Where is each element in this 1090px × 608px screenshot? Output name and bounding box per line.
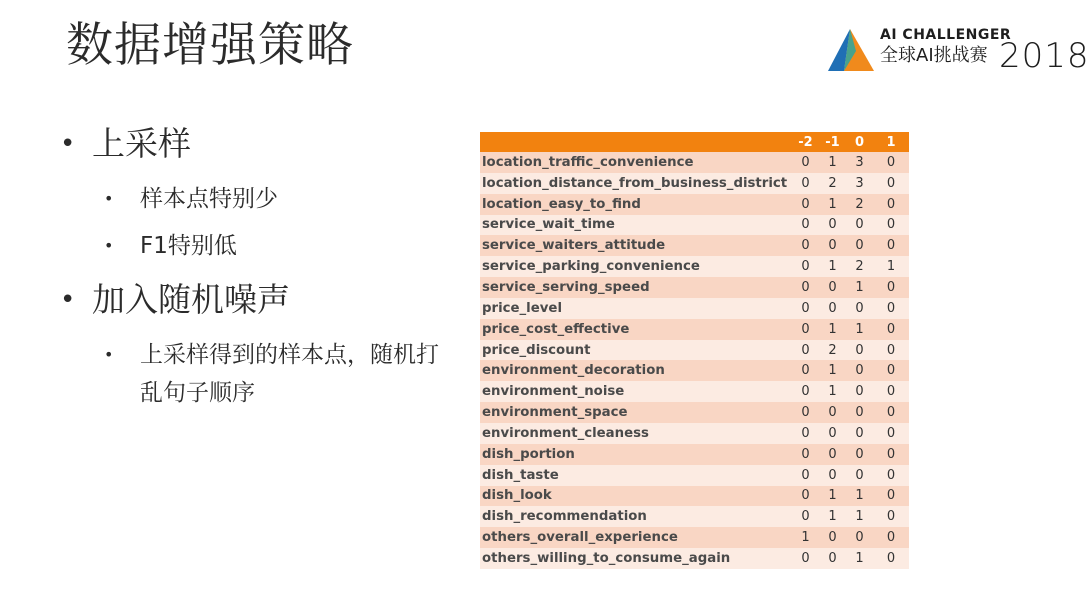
row-value-cell: 0: [873, 402, 909, 423]
table-row: [480, 277, 909, 298]
row-value-cell: 0: [846, 423, 873, 444]
row-value-cell: 0: [846, 444, 873, 465]
row-value-cell: 0: [792, 194, 819, 215]
row-value-cell: 0: [873, 381, 909, 402]
bullet-random-noise: • 加入随机噪声: [60, 280, 290, 319]
logo-subtitle-text: 全球AI挑战赛: [880, 45, 988, 66]
row-value-cell: 3: [846, 152, 873, 173]
row-value-cell: 0: [846, 215, 873, 236]
row-value-cell: 1: [819, 319, 846, 340]
row-value-cell: 0: [792, 506, 819, 527]
row-label: dish_taste: [480, 465, 792, 486]
sub-bullet-few-samples: • 样本点特别少: [104, 180, 440, 218]
table-row: [480, 465, 909, 486]
row-value-cell: 0: [873, 486, 909, 507]
table-row: [480, 215, 909, 236]
table-row: [480, 402, 909, 423]
row-value-cell: 2: [846, 256, 873, 277]
row-value-cell: 2: [846, 194, 873, 215]
row-value-cell: 1: [846, 506, 873, 527]
row-value-cell: 0: [873, 152, 909, 173]
ai-challenger-logo: [826, 25, 1090, 76]
table-row: [480, 506, 909, 527]
row-label: service_parking_convenience: [480, 256, 792, 277]
row-value-cell: 0: [792, 173, 819, 194]
row-value-cell: 1: [819, 360, 846, 381]
bullet-text: 加入随机噪声: [92, 280, 290, 319]
row-value-cell: 0: [819, 548, 846, 569]
row-value-cell: 0: [792, 340, 819, 361]
row-value-cell: 0: [792, 402, 819, 423]
table-row: [480, 486, 909, 507]
row-value-cell: 1: [846, 486, 873, 507]
table-row: [480, 256, 909, 277]
table-header-row: [480, 132, 909, 152]
table-row: [480, 444, 909, 465]
row-value-cell: 2: [819, 173, 846, 194]
row-value-cell: 3: [846, 173, 873, 194]
table-header-cell: [480, 132, 792, 152]
row-label: service_wait_time: [480, 215, 792, 236]
row-value-cell: 0: [873, 423, 909, 444]
row-value-cell: 1: [819, 506, 846, 527]
triangle-logo-icon: [826, 27, 876, 73]
row-value-cell: 0: [873, 298, 909, 319]
table-row: [480, 319, 909, 340]
row-value-cell: 0: [873, 235, 909, 256]
row-value-cell: 0: [873, 465, 909, 486]
table-header-cell: 1: [873, 132, 909, 152]
sub-bullet-text: 样本点特别少: [140, 186, 278, 212]
table-row: [480, 527, 909, 548]
row-value-cell: 0: [873, 319, 909, 340]
row-label: others_overall_experience: [480, 527, 792, 548]
row-label: dish_portion: [480, 444, 792, 465]
row-value-cell: 0: [792, 319, 819, 340]
row-value-cell: 0: [792, 548, 819, 569]
table-row: [480, 152, 909, 173]
row-label: others_willing_to_consume_again: [480, 548, 792, 569]
sub-bullet-low-f1: • F1特别低: [104, 227, 440, 265]
row-value-cell: 0: [792, 235, 819, 256]
row-value-cell: 0: [873, 548, 909, 569]
row-value-cell: 0: [792, 486, 819, 507]
row-label: price_discount: [480, 340, 792, 361]
row-value-cell: 1: [819, 152, 846, 173]
row-value-cell: 0: [873, 360, 909, 381]
table-header-cell: -2: [792, 132, 819, 152]
table-row: [480, 298, 909, 319]
row-label: dish_recommendation: [480, 506, 792, 527]
row-label: service_waiters_attitude: [480, 235, 792, 256]
row-label: price_level: [480, 298, 792, 319]
row-value-cell: 0: [792, 423, 819, 444]
row-value-cell: 1: [819, 381, 846, 402]
row-value-cell: 0: [819, 465, 846, 486]
row-value-cell: 0: [792, 277, 819, 298]
bullet-text: 上采样: [92, 124, 191, 163]
row-value-cell: 1: [846, 319, 873, 340]
row-value-cell: 1: [846, 277, 873, 298]
row-value-cell: 0: [873, 340, 909, 361]
row-value-cell: 0: [846, 402, 873, 423]
row-value-cell: 1: [819, 486, 846, 507]
row-label: dish_look: [480, 486, 792, 507]
bullet-upsampling: • 上采样: [60, 124, 191, 163]
label-distribution-table: [480, 132, 909, 569]
row-label: location_easy_to_find: [480, 194, 792, 215]
table-row: [480, 423, 909, 444]
row-label: location_distance_from_business_district: [480, 173, 792, 194]
row-value-cell: 0: [873, 194, 909, 215]
table-row: [480, 340, 909, 361]
row-value-cell: 0: [873, 173, 909, 194]
sub-bullet-text: F1特别低: [140, 233, 237, 259]
row-value-cell: 0: [819, 277, 846, 298]
row-value-cell: 0: [846, 298, 873, 319]
row-value-cell: 0: [846, 360, 873, 381]
row-value-cell: 0: [792, 465, 819, 486]
row-value-cell: 1: [792, 527, 819, 548]
row-value-cell: 0: [792, 152, 819, 173]
table-header-cell: -1: [819, 132, 846, 152]
table-header-cell: 0: [846, 132, 873, 152]
row-label: environment_space: [480, 402, 792, 423]
row-value-cell: 0: [846, 235, 873, 256]
logo-brand-text: AI CHALLENGER: [880, 27, 1012, 43]
row-value-cell: 0: [792, 360, 819, 381]
row-label: environment_cleaness: [480, 423, 792, 444]
table-row: [480, 194, 909, 215]
row-label: service_serving_speed: [480, 277, 792, 298]
table-body: [480, 152, 909, 569]
row-value-cell: 0: [846, 465, 873, 486]
row-value-cell: 0: [819, 423, 846, 444]
row-value-cell: 2: [819, 340, 846, 361]
row-value-cell: 0: [873, 277, 909, 298]
sub-bullet-text: 上采样得到的样本点，随机打乱句子顺序: [140, 342, 439, 406]
row-value-cell: 0: [792, 215, 819, 236]
row-label: environment_noise: [480, 381, 792, 402]
row-label: price_cost_effective: [480, 319, 792, 340]
row-value-cell: 0: [819, 527, 846, 548]
logo-year-text: 2018: [999, 36, 1090, 76]
slide-title: 数据增强策略: [66, 18, 354, 73]
row-value-cell: 0: [873, 527, 909, 548]
row-label: location_traffic_convenience: [480, 152, 792, 173]
sub-bullet-shuffle: • 上采样得到的样本点，随机打乱句子顺序: [104, 336, 440, 412]
table-row: [480, 235, 909, 256]
row-value-cell: 0: [846, 340, 873, 361]
row-value-cell: 1: [846, 548, 873, 569]
row-value-cell: 0: [846, 527, 873, 548]
row-value-cell: 0: [792, 256, 819, 277]
row-value-cell: 0: [846, 381, 873, 402]
row-value-cell: 0: [819, 444, 846, 465]
table-row: [480, 173, 909, 194]
row-value-cell: 0: [873, 506, 909, 527]
table-row: [480, 360, 909, 381]
row-value-cell: 1: [819, 256, 846, 277]
table-row: [480, 548, 909, 569]
row-value-cell: 0: [873, 444, 909, 465]
row-value-cell: 1: [819, 194, 846, 215]
table-row: [480, 381, 909, 402]
row-value-cell: 0: [792, 444, 819, 465]
row-value-cell: 1: [873, 256, 909, 277]
row-value-cell: 0: [792, 381, 819, 402]
row-label: environment_decoration: [480, 360, 792, 381]
row-value-cell: 0: [819, 215, 846, 236]
row-value-cell: 0: [792, 298, 819, 319]
row-value-cell: 0: [819, 235, 846, 256]
row-value-cell: 0: [873, 215, 909, 236]
row-value-cell: 0: [819, 402, 846, 423]
row-value-cell: 0: [819, 298, 846, 319]
